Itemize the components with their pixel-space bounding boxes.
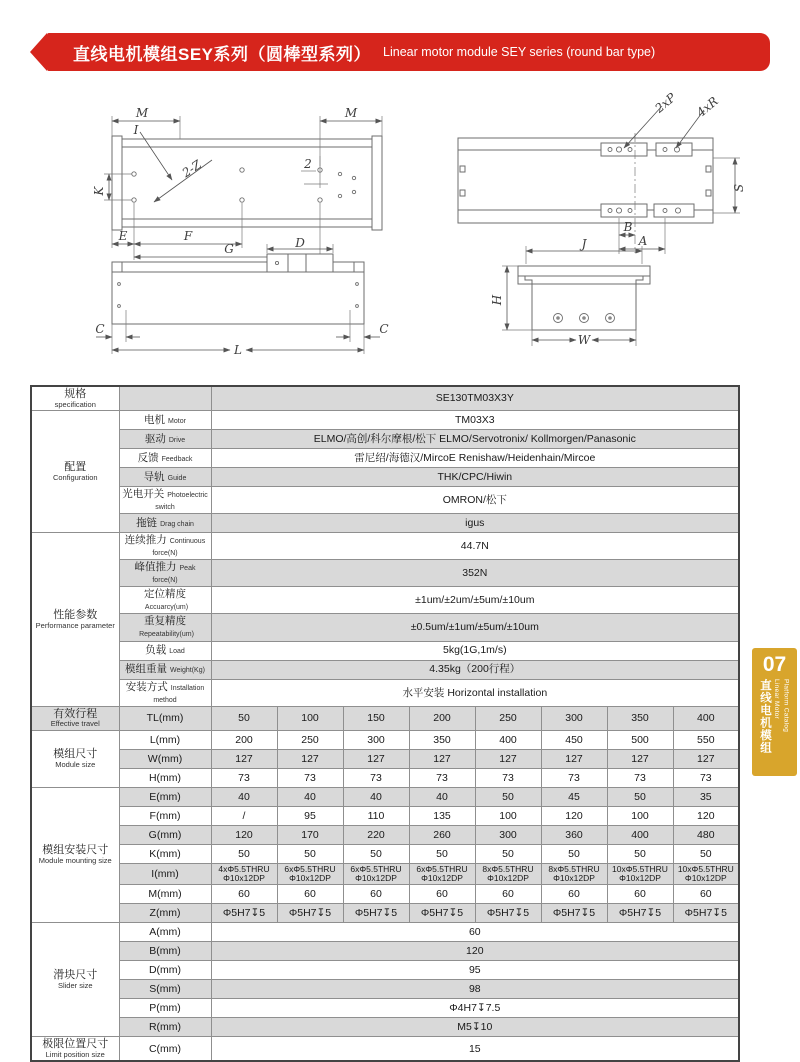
spec-value: 127: [343, 749, 409, 768]
table-row: [31, 467, 739, 486]
spec-value: 127: [211, 749, 277, 768]
spec-value: 300: [475, 825, 541, 844]
spec-value: 50: [475, 787, 541, 806]
row-label: L(mm): [119, 730, 211, 749]
spec-value: Φ5H7↧5: [277, 904, 343, 923]
spec-value: 120: [673, 806, 739, 825]
table-row: [31, 749, 739, 768]
table-row: [31, 844, 739, 863]
table-row: [31, 863, 739, 885]
dim-label-m-left: M: [135, 106, 149, 120]
table-row: [31, 514, 739, 533]
table-row: [31, 1037, 739, 1061]
dim-label-2z: 2-Z: [179, 157, 204, 181]
table-row: [31, 614, 739, 641]
spec-value: 127: [673, 749, 739, 768]
dim-label-2xp: 2xP: [652, 90, 679, 116]
table-row: [31, 679, 739, 706]
spec-value: 8xΦ5.5THRU Φ10x12DP: [475, 863, 541, 885]
spec-value: Φ5H7↧5: [475, 904, 541, 923]
technical-drawings: [0, 88, 800, 380]
spec-value: 4.35kg（200行程）: [211, 660, 739, 679]
spec-value: M5↧10: [211, 1018, 739, 1037]
table-row: [31, 1018, 739, 1037]
spec-value: 雷尼绍/海德汉/MircoE Renishaw/Heidenhain/Mircoe: [211, 448, 739, 467]
end-view-drawing: [492, 238, 682, 360]
row-label: A(mm): [119, 923, 211, 942]
row-label: 电机 Motor: [119, 410, 211, 429]
row-label: 拖链 Drag chain: [119, 514, 211, 533]
spec-value: Φ5H7↧5: [211, 904, 277, 923]
table-row: [31, 533, 739, 560]
spec-value: 150: [343, 706, 409, 730]
spec-value: 127: [277, 749, 343, 768]
spec-value: 127: [475, 749, 541, 768]
row-label: 峰值推力 Peak force(N): [119, 560, 211, 587]
row-label: 连续推力 Continuous force(N): [119, 533, 211, 560]
spec-value: 50: [607, 787, 673, 806]
spec-value: 170: [277, 825, 343, 844]
spec-value: 73: [475, 768, 541, 787]
spec-value: 50: [211, 706, 277, 730]
dim-label-k: K: [92, 186, 106, 196]
spec-value: 260: [409, 825, 475, 844]
row-label: 定位精度Accuarcy(um): [119, 587, 211, 614]
table-row: [31, 885, 739, 904]
spec-value: 200: [409, 706, 475, 730]
ribbon-point-decoration: [30, 33, 47, 71]
spec-value: 50: [673, 844, 739, 863]
table-row: [31, 706, 739, 730]
table-row: [31, 999, 739, 1018]
spec-value: 400: [475, 730, 541, 749]
spec-value: 6xΦ5.5THRU Φ10x12DP: [343, 863, 409, 885]
spec-value: 135: [409, 806, 475, 825]
tab-label-en-line1: Linear Motor: [772, 679, 780, 720]
table-row: [31, 768, 739, 787]
dim-label-j: J: [581, 237, 587, 251]
page-title-en: Linear motor module SEY series (round bar type): [383, 45, 656, 59]
spec-value: 120: [541, 806, 607, 825]
row-label: 驱动 Drive: [119, 429, 211, 448]
table-row: [31, 961, 739, 980]
spec-value: 50: [211, 844, 277, 863]
spec-value: 220: [343, 825, 409, 844]
row-label: B(mm): [119, 942, 211, 961]
row-label: 负载 Load: [119, 641, 211, 660]
table-row: [31, 904, 739, 923]
dim-label-g: G: [224, 242, 234, 256]
spec-value: 95: [277, 806, 343, 825]
spec-value: 60: [541, 885, 607, 904]
row-label: 导轨 Guide: [119, 467, 211, 486]
spec-value: 73: [673, 768, 739, 787]
spec-value: 4xΦ5.5THRU Φ10x12DP: [211, 863, 277, 885]
spec-value: 60: [211, 885, 277, 904]
spec-value: Φ5H7↧5: [607, 904, 673, 923]
spec-value: SE130TM03X3Y: [211, 386, 739, 410]
table-row: [31, 641, 739, 660]
spec-value: Φ5H7↧5: [673, 904, 739, 923]
table-row: [31, 410, 739, 429]
page-header: [30, 33, 770, 71]
row-label: S(mm): [119, 980, 211, 999]
spec-value: 73: [343, 768, 409, 787]
spec-value: 40: [211, 787, 277, 806]
catalog-side-tab: [752, 648, 797, 776]
dim-label-h: H: [490, 294, 504, 306]
tab-label-zh: 直线电机模组: [759, 679, 771, 754]
spec-value: 250: [277, 730, 343, 749]
section-header-module-mounting-size: 模组安装尺寸 Module mounting size: [31, 787, 119, 923]
row-label: 反馈 Feedback: [119, 448, 211, 467]
spec-value: 300: [541, 706, 607, 730]
dim-label-c-left: C: [95, 322, 105, 336]
spec-value: ±1um/±2um/±5um/±10um: [211, 587, 739, 614]
table-row: [31, 787, 739, 806]
table-row: [31, 429, 739, 448]
table-row: [31, 806, 739, 825]
spec-value: 44.7N: [211, 533, 739, 560]
row-label: R(mm): [119, 1018, 211, 1037]
spec-value: 200: [211, 730, 277, 749]
spec-value: 40: [277, 787, 343, 806]
spec-value: 50: [475, 844, 541, 863]
dim-label-l: L: [234, 343, 242, 357]
spec-value: 8xΦ5.5THRU Φ10x12DP: [541, 863, 607, 885]
spec-value: 50: [343, 844, 409, 863]
spec-value: /: [211, 806, 277, 825]
dim-label-2: 2: [304, 157, 312, 171]
spec-value: 100: [277, 706, 343, 730]
spec-value: 360: [541, 825, 607, 844]
table-row: [31, 660, 739, 679]
dim-label-s: S: [732, 183, 746, 193]
spec-value: 15: [211, 1037, 739, 1061]
spec-value: 5kg(1G,1m/s): [211, 641, 739, 660]
spec-value: TM03X3: [211, 410, 739, 429]
spec-value: 50: [541, 844, 607, 863]
table-row: [31, 730, 739, 749]
dim-label-m-right: M: [344, 106, 358, 120]
spec-value: 98: [211, 980, 739, 999]
row-label: F(mm): [119, 806, 211, 825]
spec-value: 水平安装 Horizontal installation: [211, 679, 739, 706]
row-label: D(mm): [119, 961, 211, 980]
spec-value: 450: [541, 730, 607, 749]
table-row: [31, 486, 739, 513]
row-label: M(mm): [119, 885, 211, 904]
table-row: [31, 386, 739, 410]
spec-value: 400: [673, 706, 739, 730]
spec-value: 10xΦ5.5THRU Φ10x12DP: [607, 863, 673, 885]
spec-value: 110: [343, 806, 409, 825]
spec-value: 35: [673, 787, 739, 806]
section-header-limit-position-size: 极限位置尺寸 Limit position size: [31, 1037, 119, 1061]
plan-view-drawing: [92, 96, 402, 266]
spec-value: 50: [409, 844, 475, 863]
spec-value: 127: [541, 749, 607, 768]
spec-value: 480: [673, 825, 739, 844]
table-row: [31, 942, 739, 961]
spec-value: 73: [277, 768, 343, 787]
table-row: [31, 923, 739, 942]
row-label: W(mm): [119, 749, 211, 768]
spec-value: 73: [607, 768, 673, 787]
row-label: C(mm): [119, 1037, 211, 1061]
spec-value: 60: [211, 923, 739, 942]
tab-page-number: 07: [762, 653, 787, 676]
page-title-zh: 直线电机模组SEY系列（圆棒型系列）: [73, 44, 372, 64]
table-row: [31, 560, 739, 587]
spec-value: 60: [607, 885, 673, 904]
spec-table-body: [31, 386, 739, 1061]
base-view-drawing: [438, 88, 768, 258]
table-row: [31, 587, 739, 614]
row-label: 光电开关 Photoelectric switch: [119, 486, 211, 513]
spec-value: 120: [211, 942, 739, 961]
spec-value: 350: [607, 706, 673, 730]
row-label: 安装方式 Installation method: [119, 679, 211, 706]
tab-label-en: [771, 679, 791, 732]
row-label: P(mm): [119, 999, 211, 1018]
table-row: [31, 448, 739, 467]
row-label: [119, 386, 211, 410]
spec-value: 350: [409, 730, 475, 749]
row-label: K(mm): [119, 844, 211, 863]
spec-value: Φ5H7↧5: [409, 904, 475, 923]
dim-label-d: D: [295, 236, 305, 250]
spec-value: 60: [475, 885, 541, 904]
section-header-slider-size: 滑块尺寸 Slider size: [31, 923, 119, 1037]
row-label: 重复精度Repeatability(um): [119, 614, 211, 641]
row-label: H(mm): [119, 768, 211, 787]
spec-table: [30, 385, 740, 1062]
row-label: Z(mm): [119, 904, 211, 923]
row-label: G(mm): [119, 825, 211, 844]
table-row: [31, 980, 739, 999]
spec-value: 50: [277, 844, 343, 863]
spec-value: 60: [409, 885, 475, 904]
dim-label-w: W: [577, 333, 591, 347]
row-label: I(mm): [119, 863, 211, 885]
spec-value: 127: [607, 749, 673, 768]
spec-value: 73: [409, 768, 475, 787]
spec-value: Φ5H7↧5: [343, 904, 409, 923]
spec-value: 100: [475, 806, 541, 825]
spec-value: THK/CPC/Hiwin: [211, 467, 739, 486]
spec-value: 127: [409, 749, 475, 768]
spec-value: 45: [541, 787, 607, 806]
section-header-performance: 性能参数 Performance parameter: [31, 533, 119, 707]
spec-value: 250: [475, 706, 541, 730]
spec-value: igus: [211, 514, 739, 533]
dim-label-f: F: [183, 229, 193, 243]
row-label: E(mm): [119, 787, 211, 806]
section-header-module-size: 模组尺寸 Module size: [31, 730, 119, 787]
spec-value: 60: [277, 885, 343, 904]
spec-value: ELMO/高创/科尔摩根/松下 ELMO/Servotronix/ Kollmorgen/Panasonic: [211, 429, 739, 448]
tab-label-en-line2: Platform Catalog: [782, 679, 790, 733]
spec-value: 60: [343, 885, 409, 904]
spec-value: ±0.5um/±1um/±5um/±10um: [211, 614, 739, 641]
spec-value: 10xΦ5.5THRU Φ10x12DP: [673, 863, 739, 885]
spec-value: 40: [409, 787, 475, 806]
side-view-drawing: [92, 236, 402, 362]
spec-value: 120: [211, 825, 277, 844]
spec-value: 6xΦ5.5THRU Φ10x12DP: [277, 863, 343, 885]
section-header-specification: 规格 specification: [31, 386, 119, 410]
spec-value: 50: [607, 844, 673, 863]
spec-value: 500: [607, 730, 673, 749]
table-row: [31, 825, 739, 844]
dim-label-e: E: [118, 229, 128, 243]
dim-label-c-right: C: [379, 322, 389, 336]
spec-value: 6xΦ5.5THRU Φ10x12DP: [409, 863, 475, 885]
spec-value: 60: [673, 885, 739, 904]
spec-value: 400: [607, 825, 673, 844]
spec-value: 300: [343, 730, 409, 749]
spec-value: 73: [541, 768, 607, 787]
section-header-configuration: 配置 Configuration: [31, 410, 119, 532]
dim-label-4xr: 4xR: [693, 94, 721, 120]
section-header-effective-travel: 有效行程 Effective travel: [31, 706, 119, 730]
ribbon-bar: [47, 33, 770, 71]
spec-value: Φ4H7↧7.5: [211, 999, 739, 1018]
spec-value: 40: [343, 787, 409, 806]
spec-value: 73: [211, 768, 277, 787]
spec-value: 100: [607, 806, 673, 825]
dim-label-b: B: [623, 220, 633, 234]
dim-label-i: I: [133, 123, 139, 137]
spec-value: OMRON/松下: [211, 486, 739, 513]
spec-value: 352N: [211, 560, 739, 587]
spec-value: Φ5H7↧5: [541, 904, 607, 923]
row-label: TL(mm): [119, 706, 211, 730]
spec-value: 550: [673, 730, 739, 749]
spec-value: 95: [211, 961, 739, 980]
dim-label-a: A: [638, 234, 648, 248]
row-label: 模组重量 Weight(Kg): [119, 660, 211, 679]
